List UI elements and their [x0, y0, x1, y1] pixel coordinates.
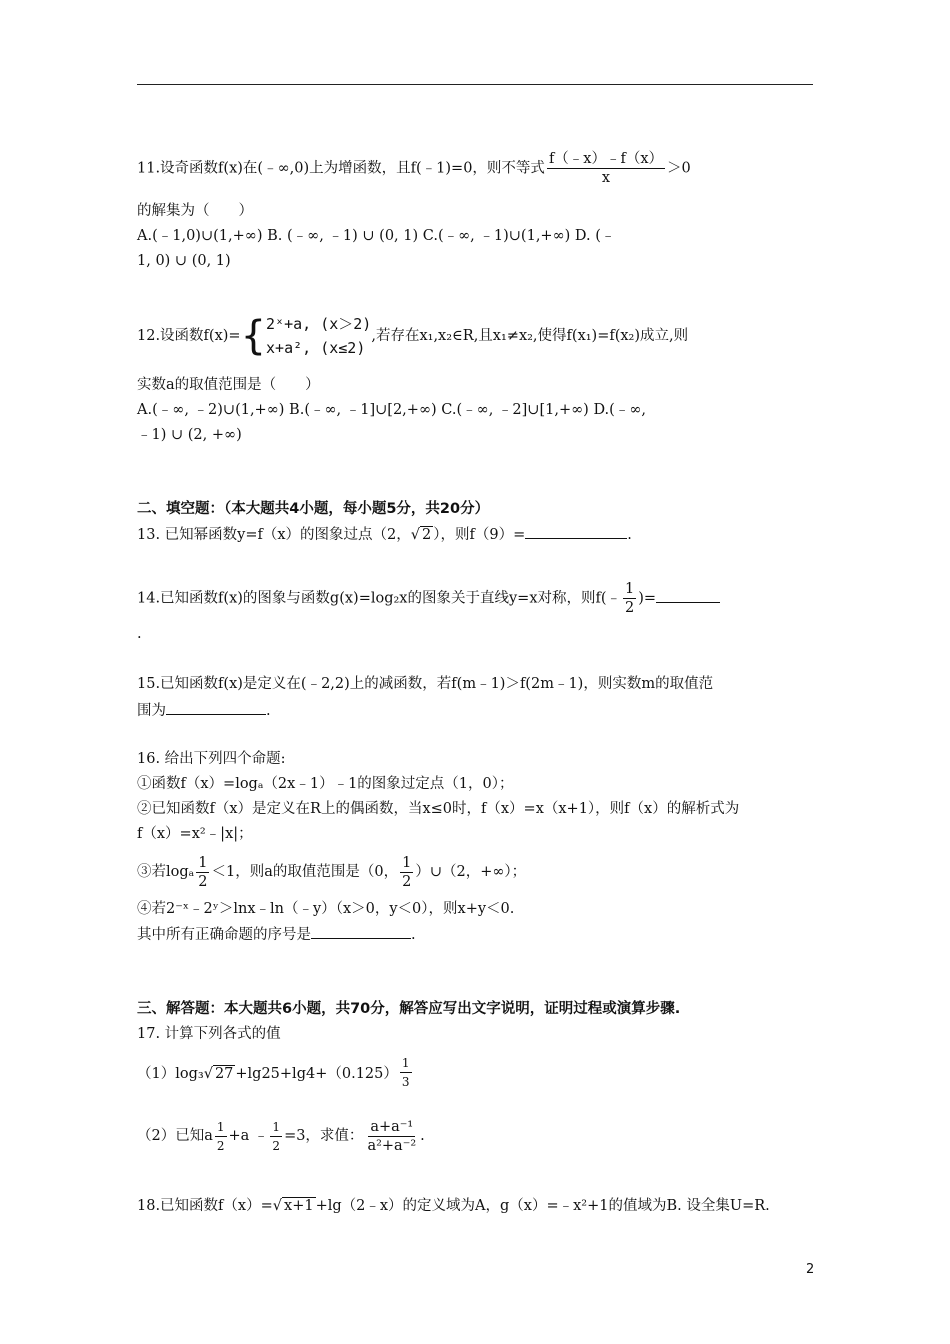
- q15-answer-blank[interactable]: [166, 700, 266, 715]
- q16-answer-blank[interactable]: [311, 924, 411, 939]
- q14-line2: .: [137, 626, 142, 642]
- q16-last: 其中所有正确命题的序号是 .: [137, 924, 416, 945]
- q17-exp1: $\frac{1}{2}$: [216, 1119, 225, 1153]
- q16-prop3: ③若logₐ $\frac{1}{2}$ ＜1，则a的取值范围是（0， $\frac{1}{2}$ ）∪（2，+∞）；: [137, 854, 527, 890]
- q11-options-2: 1, 0) ∪ (0, 1): [137, 253, 231, 269]
- q11-options-1: A.(﹣1,0)∪(1,+∞) B. (﹣∞, ﹣1) ∪ (0, 1) C.(﹣∞, ﹣1)∪(1,+∞) D. (﹣: [137, 228, 616, 244]
- q17-fraction: $\frac{\text{a+a⁻¹}}{\text{a²+a⁻²}}$: [367, 1118, 417, 1154]
- q14-fraction: $\frac{1}{2}$: [625, 581, 635, 616]
- q17-exp2: $\frac{1}{2}$: [272, 1119, 281, 1153]
- q12-cases: 2ˣ+a, (x＞2) x+a², (x≤2): [266, 315, 372, 357]
- header-rule: [137, 84, 813, 85]
- q14-line1: 14.已知函数f(x)的图象与函数g(x)=log₂x的图象关于直线y=x对称，则f(﹣ $\frac{1}{2}$ )=: [137, 580, 720, 617]
- q12-line2: 实数a的取值范围是（ ）: [137, 377, 320, 393]
- q17-part2: （2）已知a $\frac{1}{2}$ +a ﹣ $\frac{1}{2}$ =3，求值： $\frac{\text{a+a⁻¹}}{\text{a²+a⁻²}}$ .: [137, 1118, 425, 1154]
- q13-answer-blank[interactable]: [525, 524, 627, 539]
- q16-prop2b: f（x）=x²﹣|x|；: [137, 826, 253, 842]
- q16-p3-fraction-2: $\frac{1}{2}$: [402, 854, 412, 890]
- q12-brace: {: [240, 313, 267, 359]
- q11-line2: 的解集为（ ）: [137, 203, 253, 219]
- q17-sqrt: √ 27: [203, 1066, 234, 1082]
- q18: 18.已知函数f（x）=√ x+1 +lg（2﹣x）的定义域为A，g（x）=﹣x²+1的值域为B. 设全集U=R.: [137, 1198, 770, 1214]
- q16-title: 16. 给出下列四个命题:: [137, 751, 286, 767]
- section3-heading: 三、解答题：本大题共6小题，共70分，解答应写出文字说明，证明过程或演算步骤.: [137, 1001, 681, 1017]
- q17-part1: （1）log₃√ 27 +lg25+lg4+（0.125） $\frac{1}{3}$: [137, 1054, 414, 1094]
- q17-title: 17. 计算下列各式的值: [137, 1026, 281, 1042]
- page-number: 2: [806, 1262, 815, 1277]
- q13-sqrt: √ 2: [410, 527, 432, 543]
- q16-prop4: ④若2⁻ˣ﹣2ʸ＞lnx﹣ln（﹣y）（x＞0，y＜0），则x+y＜0.: [137, 901, 515, 917]
- q12-options-2: ﹣1) ∪ (2, +∞): [137, 427, 242, 443]
- q16-prop2a: ②已知函数f（x）是定义在R上的偶函数，当x≤0时，f（x）=x（x+1），则f（x）的解析式为: [137, 801, 740, 817]
- q18-sqrt: √ x+1: [272, 1198, 314, 1214]
- q16-p3-fraction-1: $\frac{1}{2}$: [198, 854, 208, 890]
- q13: 13. 已知幂函数y=f（x）的图象过点（2，√ 2 ），则f（9）= .: [137, 524, 632, 545]
- q16-prop1: ①函数f（x）=logₐ（2x﹣1）﹣1的图象过定点（1，0）；: [137, 776, 514, 792]
- q12-line1: 12.设函数f(x)={ 2ˣ+a, (x＞2) x+a², (x≤2) ,若存在x₁,x₂∈R,且x₁≠x₂,使得f(x₁)=f(x₂)成立,则: [137, 313, 689, 359]
- section2-heading: 二、填空题：（本大题共4小题，每小题5分，共20分）: [137, 501, 490, 517]
- q11-fraction: $\frac{f(﹣x)﹣f(x)}{x}$: [548, 151, 664, 186]
- q14-answer-blank[interactable]: [656, 588, 720, 603]
- q17-exponent: $\frac{1}{3}$: [401, 1056, 410, 1089]
- q11-line1: 11.设奇函数f(x)在(﹣∞,0)上为增函数，且f(﹣1)=0，则不等式 $\frac{f(﹣x)﹣f(x)}{x}$ ＞0: [137, 151, 691, 186]
- q15-line2: 围为 .: [137, 700, 271, 721]
- q12-options-1: A.(﹣∞, ﹣2)∪(1,+∞) B.(﹣∞, ﹣1]∪[2,+∞) C.(﹣∞, ﹣2]∪[1,+∞) D.(﹣∞,: [137, 402, 647, 418]
- q15-line1: 15.已知函数f(x)是定义在(﹣2,2)上的减函数，若f(m﹣1)＞f(2m﹣1)，则实数m的取值范: [137, 676, 714, 692]
